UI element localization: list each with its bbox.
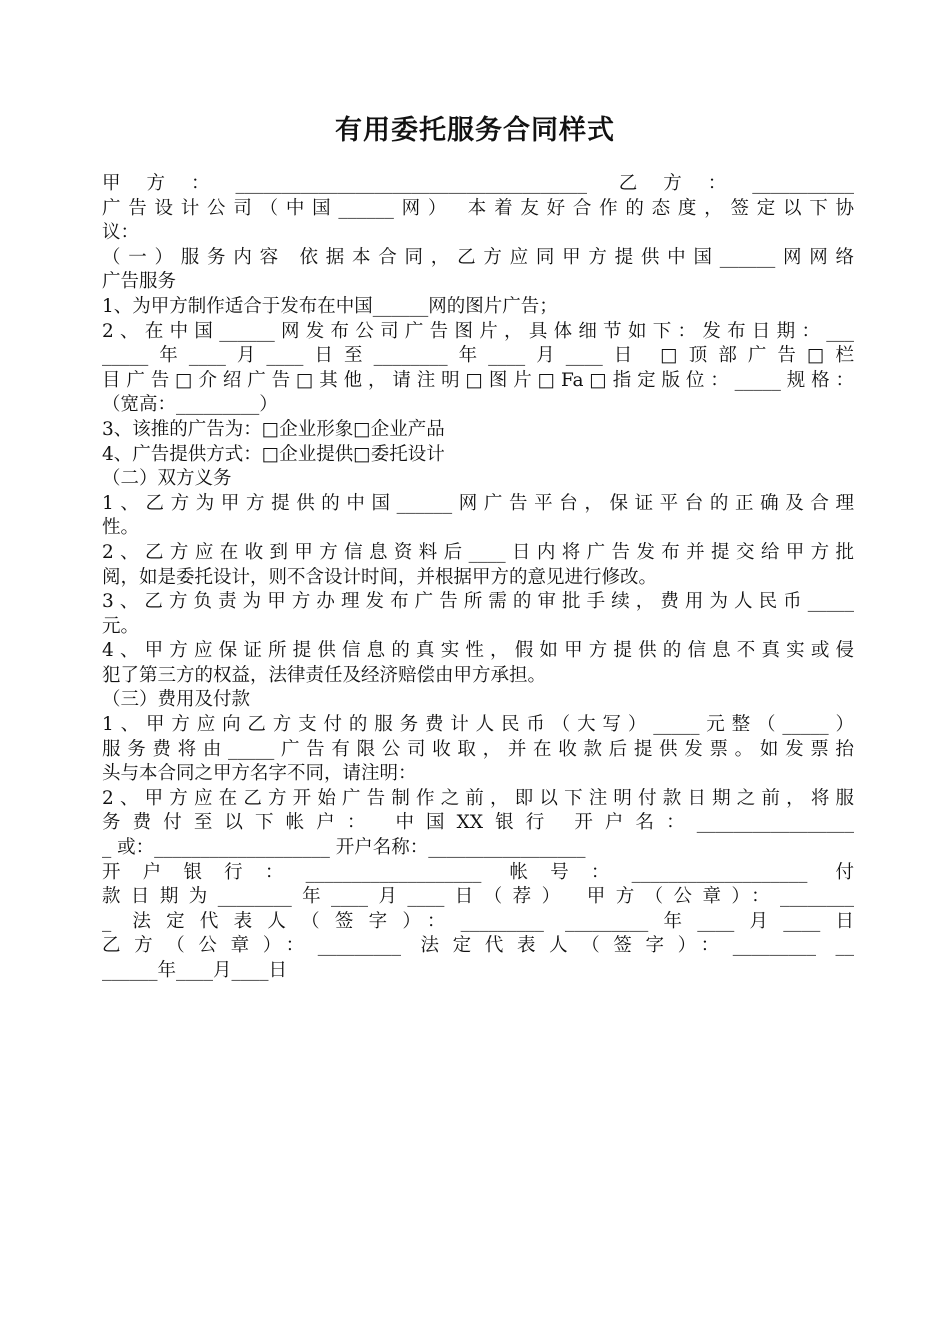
signature-line: _ 法定代表人（签字）：_________ _________年____月____日	[102, 910, 854, 932]
clause-line: 目广告□介绍广告□其他，请注明□图片□Fa□指定版位：_____规格：	[102, 369, 854, 391]
clause-line: 1、甲方应向乙方支付的服务费计人民币（大写）_____元整（_____）	[102, 714, 854, 736]
account-line: 开户银行：___________________ 帐号：___________________ 付	[102, 861, 854, 883]
signature-line: 款日期为________年____月____日（荐） 甲方（公章）：________	[102, 886, 854, 908]
clause-line: 2、乙方应在收到甲方信息资料后____日内将广告发布并提交给甲方批	[102, 541, 854, 563]
contract-body	[102, 172, 854, 984]
clause-line: （宽高：_________）	[102, 394, 278, 416]
clause-line: 1、乙方为甲方提供的中国______网广告平台，保证平台的正确及合理	[102, 492, 854, 514]
section-service-heading: （一）服务内容 依据本合同，乙方应同甲方提供中国______网网络	[102, 246, 854, 268]
account-line: _ 或：___________________ 开户名称：_________________	[102, 837, 586, 859]
preamble-line-end: 议：	[102, 222, 140, 244]
party-line: 甲方：______________________________________ 乙方：___________	[102, 173, 854, 194]
section-payment-heading: （三）费用及付款	[102, 689, 251, 711]
account-line: 务费付至以下帐户： 中国XX银行 开户名：_________________	[102, 812, 854, 834]
section-service-heading-end: 广告服务	[102, 271, 177, 293]
clause-line: 服务费将由_____广告有限公司收取，并在收款后提供发票。如发票抬	[102, 738, 854, 760]
clause-line: 元。	[102, 615, 140, 637]
signature-date-line: ______年____月____日	[102, 960, 288, 981]
clause-line: 性。	[102, 517, 140, 539]
document-title: 有用委托服务合同样式	[335, 115, 615, 146]
clause-line: 3、乙方负责为甲方办理发布广告所需的审批手续，费用为人民币_____	[102, 591, 854, 613]
clause-line: 2、在中国______网发布公司广告图片，具体细节如下：发布日期：___	[102, 320, 854, 342]
clause-line: 3、该推的广告为：□企业形象□企业产品	[102, 418, 445, 440]
preamble-line: 广告设计公司（中国______网） 本着友好合作的态度，签定以下协	[102, 197, 854, 219]
clause-line: _____年____月____日至________年____月____日 □顶部广告□栏	[102, 345, 854, 367]
clause-line: 2、甲方应在乙方开始广告制作之前，即以下注明付款日期之前，将服	[102, 787, 854, 809]
clause-line: 犯了第三方的权益，法律责任及经济赔偿由甲方承担。	[102, 664, 547, 686]
clause-line: 4、甲方应保证所提供信息的真实性，假如甲方提供的信息不真实或侵	[102, 640, 854, 662]
clause-line: 1、为甲方制作适合于发布在中国______网的图片广告；	[102, 295, 558, 317]
clause-line: 4、广告提供方式：□企业提供□委托设计	[102, 443, 445, 465]
section-obligations-heading: （二）双方义务	[102, 468, 232, 490]
clause-line: 头与本合同之甲方名字不同，请注明：	[102, 763, 417, 785]
signature-line: 乙方（公章）：_________ 法定代表人（签字）：_________ __	[102, 935, 854, 957]
clause-line: 阅，如是委托设计，则不含设计时间，并根据甲方的意见进行修改。	[102, 566, 658, 588]
